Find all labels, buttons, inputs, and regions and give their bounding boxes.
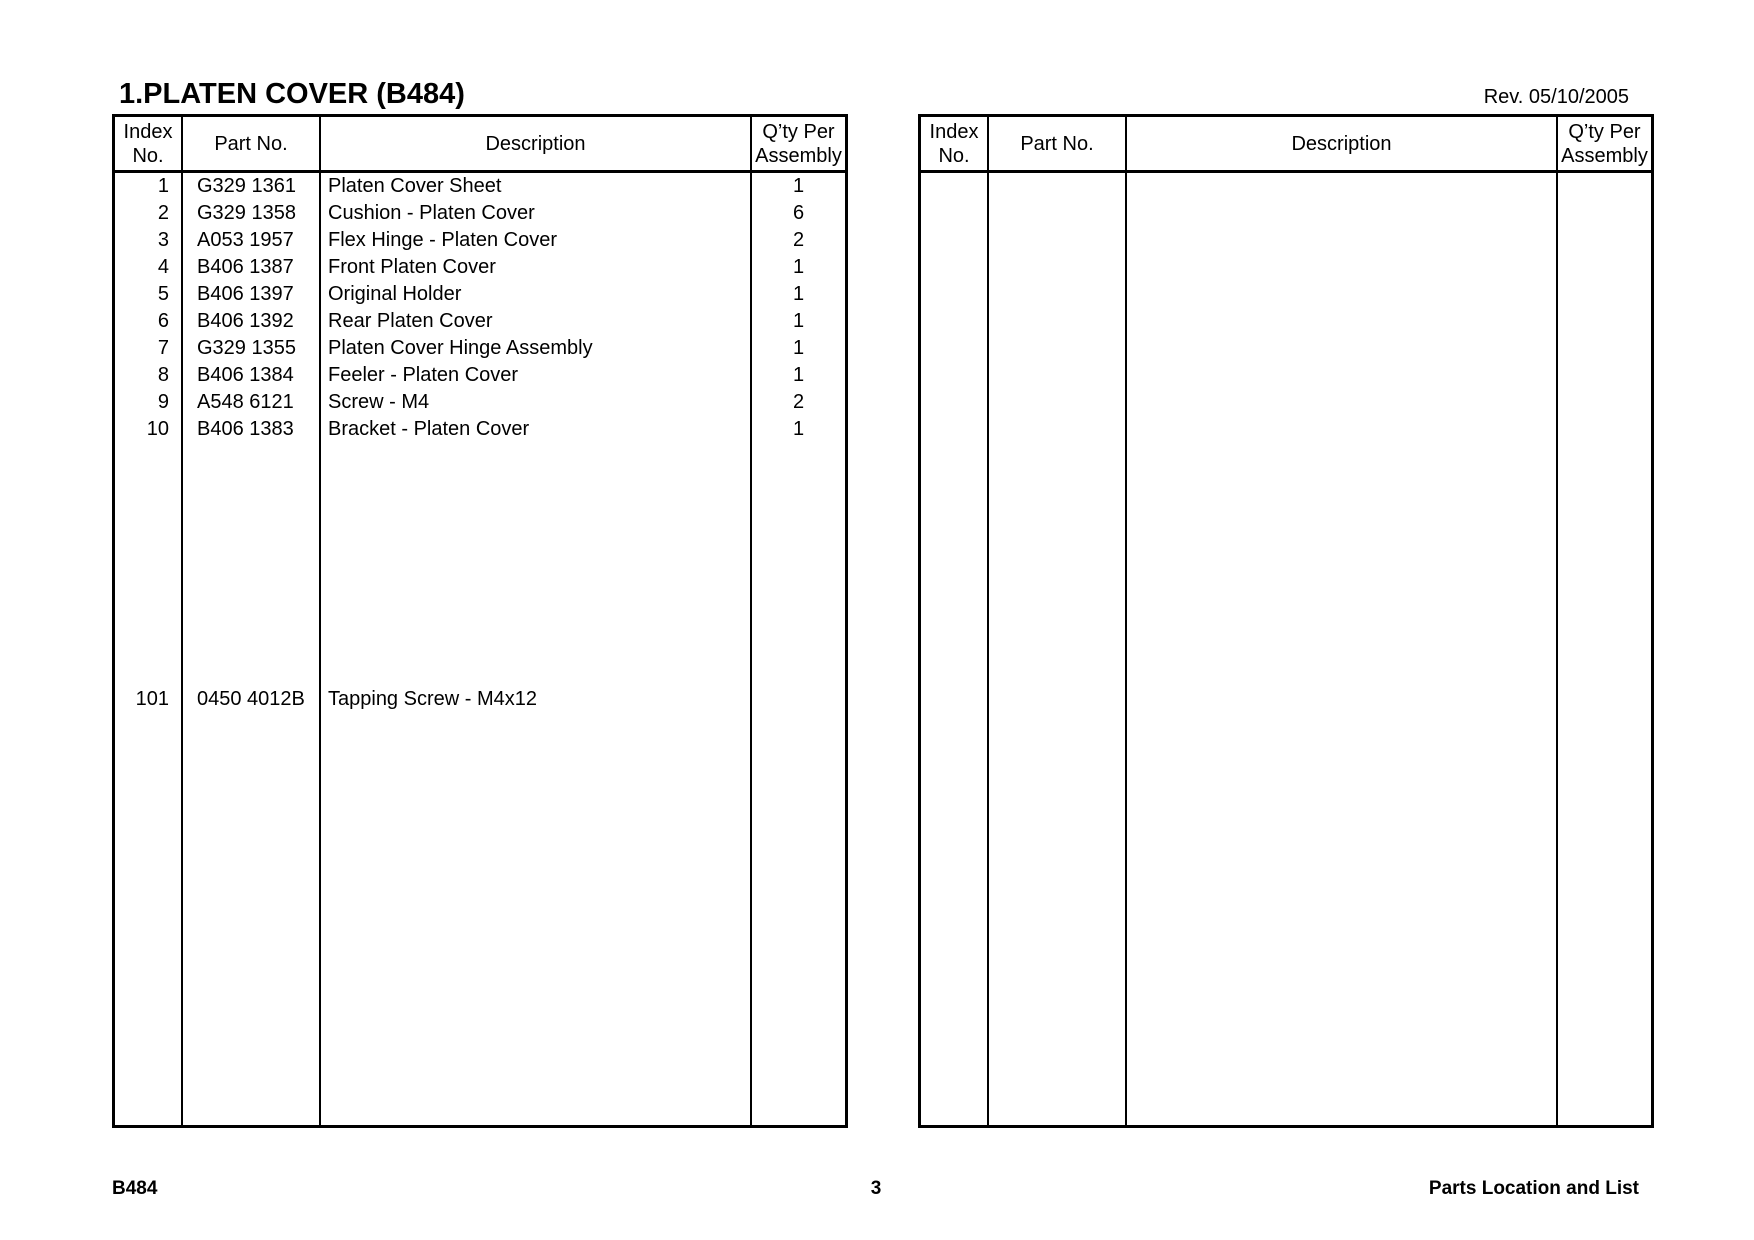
description-cell: Original Holder	[328, 283, 462, 305]
description-cell: Feeler - Platen Cover	[328, 364, 519, 386]
description-cell: Platen Cover Sheet	[328, 175, 502, 197]
header-part-no: Part No.	[1020, 132, 1094, 155]
table-row	[115, 173, 845, 200]
description-cell: Cushion - Platen Cover	[328, 202, 535, 224]
header-index-no: Index No.	[123, 120, 173, 167]
qty-cell: 2	[792, 229, 805, 251]
index-cell: 10	[146, 418, 169, 440]
part-no-cell: B406 1387	[197, 256, 294, 278]
header-description: Description	[1291, 132, 1392, 155]
part-no-cell: G329 1361	[197, 175, 296, 197]
index-cell: 2	[157, 202, 169, 224]
header-divider	[921, 170, 1651, 173]
qty-cell: 1	[792, 256, 805, 278]
index-cell: 4	[157, 256, 169, 278]
index-cell: 8	[157, 364, 169, 386]
table-row	[115, 281, 845, 308]
part-no-cell: B406 1383	[197, 418, 294, 440]
description-cell: Platen Cover Hinge Assembly	[328, 337, 593, 359]
header-part-no: Part No.	[214, 132, 288, 155]
table-row	[115, 254, 845, 281]
qty-cell: 2	[792, 391, 805, 413]
part-no-cell: G329 1355	[197, 337, 296, 359]
footer-page-number: 3	[870, 1178, 882, 1199]
part-no-cell: B406 1397	[197, 283, 294, 305]
qty-cell: 1	[792, 337, 805, 359]
index-cell: 101	[135, 688, 169, 710]
part-no-cell: A548 6121	[197, 391, 294, 413]
part-no-cell: B406 1392	[197, 310, 294, 332]
column-divider	[1125, 117, 1127, 1125]
description-cell: Tapping Screw - M4x12	[328, 688, 537, 710]
parts-table-left	[112, 114, 848, 1128]
part-no-cell: G329 1358	[197, 202, 296, 224]
part-no-cell: A053 1957	[197, 229, 294, 251]
revision-date: Rev. 05/10/2005	[1483, 86, 1629, 108]
qty-cell: 6	[792, 202, 805, 224]
page-title: 1.PLATEN COVER (B484)	[119, 78, 465, 110]
qty-cell: 1	[792, 310, 805, 332]
description-cell: Rear Platen Cover	[328, 310, 493, 332]
part-no-cell: 0450 4012B	[197, 688, 305, 710]
description-cell: Screw - M4	[328, 391, 430, 413]
index-cell: 7	[157, 337, 169, 359]
header-qty-per-assembly: Q’ty Per Assembly	[755, 120, 842, 167]
description-cell: Front Platen Cover	[328, 256, 496, 278]
description-cell: Bracket - Platen Cover	[328, 418, 530, 440]
index-cell: 9	[157, 391, 169, 413]
index-cell: 3	[157, 229, 169, 251]
table-row	[115, 389, 845, 416]
column-divider	[987, 117, 989, 1125]
table-row	[115, 200, 845, 227]
index-cell: 6	[157, 310, 169, 332]
table-row	[115, 335, 845, 362]
qty-cell: 1	[792, 283, 805, 305]
header-qty-per-assembly: Q’ty Per Assembly	[1561, 120, 1648, 167]
part-no-cell: B406 1384	[197, 364, 294, 386]
table-row	[115, 227, 845, 254]
qty-cell: 1	[792, 418, 805, 440]
table-row	[115, 416, 845, 443]
footer-model: B484	[112, 1178, 158, 1199]
parts-table-right	[918, 114, 1654, 1128]
index-cell: 1	[157, 175, 169, 197]
table-row	[115, 686, 845, 713]
footer-section-title: Parts Location and List	[1428, 1178, 1639, 1199]
header-description: Description	[485, 132, 586, 155]
qty-cell: 1	[792, 175, 805, 197]
table-row	[115, 308, 845, 335]
qty-cell: 1	[792, 364, 805, 386]
table-row	[115, 362, 845, 389]
header-index-no: Index No.	[929, 120, 979, 167]
column-divider	[1556, 117, 1558, 1125]
description-cell: Flex Hinge - Platen Cover	[328, 229, 557, 251]
index-cell: 5	[157, 283, 169, 305]
